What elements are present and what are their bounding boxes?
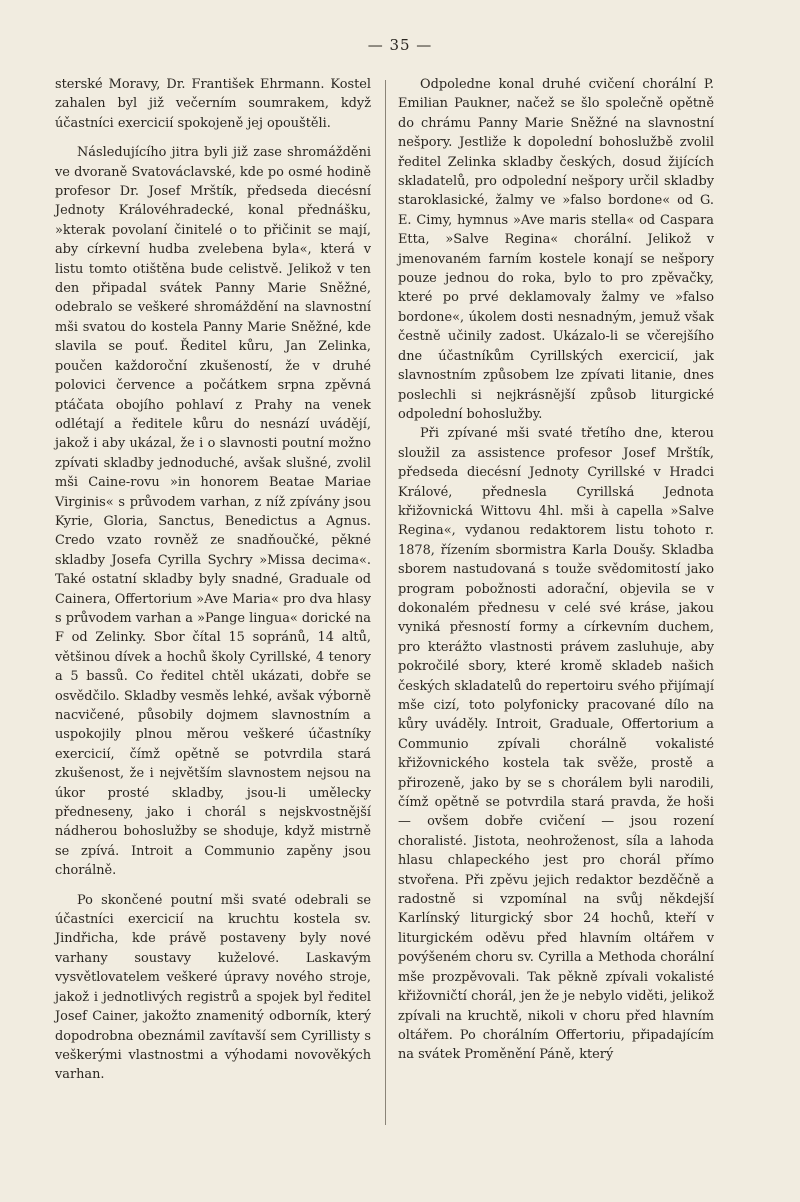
paragraph: Odpoledne konal druhé cvičení chorální P. Emilian Paukner, načež se šlo společně opětně do chrámu Panny Marie Sněžné na slavnostní nešpory. Jestliže k dopolední bohoslužbě zvolil ředitel Zelinka skladby českých, dosud žijících skladatelů, pro odpolední nešpory určil skladby staroklasické, žalmy ve »falso bordone« od G. E. Cimy, hymnus »Ave maris stella« od Caspara Etta, »Salve Regina« chorální. Jelikož v jmenovaném farním kostele konají se nešpory pouze jednou do roka, bylo to pro zpěvačky, které po prvé deklamovaly žalmy ve »falso bordone«, úkolem dosti nesnadným, jemuž však čestně učinily zadost. Ukázalo-li se včerejšího dne účastníkům Cyrillských exercicií, jak slavnostním způsobem lze zpívati litanie, dnes poslechli si nejkrásnější způsob liturgické odpolední bohoslužby. — [398, 77, 714, 422]
paragraph: Po skončené poutní mši svaté odebrali se účastníci exercicií na kruchtu kostela sv. Jindřicha, kde právě postaveny byly nové varhany soustavy kuželové. Laskavým vysvětlovatelem veškeré úpravy nového stroje, jakož i jednotlivých registrů a spojek byl ředitel Josef Cainer, jakožto znamenitý odborník, který dopodrobna obeznámil zavítavší sem Cyrillisty s veškerými vlastnostmi a výhodami novověkých varhan. — [55, 892, 371, 1083]
paragraph: Následujícího jitra byli již zase shromážděni ve dvoraně Svatováclavské, kde po osmé hodině profesor Dr. Josef Mrštík, předseda diecésní Jednoty Královéhradecké, konal přednášku, »kterak povolaní činitelé o to přičinit se mají, aby církevní hudba zvelebena byla«, která v listu tomto otištěna bude celistvě. Jelikož v ten den připadal svátek Panny Marie Sněžné, odebralo se veškeré shromáždění na slavnostní mši svatou do kostela Panny Marie Sněžné, kde slavila se pouť. Ředitel kůru, Jan Zelinka, poučen každoroční zkušeností, že v druhé polovici července a počátkem srpna zpěvná ptáčata obojího pohlaví z Prahy na venek odlétají a ředitele kůru do nesnází uvádějí, jakož i aby ukázal, že i o slavnosti poutní možno zpívati skladby jednoduché, avšak slušné, zvolil mši Caine-rovu »in honorem Beatae Mariae Virginis« s průvodem varhan, z níž zpívány jsou Kyrie, Gloria, Sanctus, Benedictus a Agnus. Credo vzato rovněž ze snadňoučké, pěkné skladby Josefa Cyrilla Sychry »Missa decima«. Také ostatní skladby byly snadné, Graduale od Cainera, Offertorium »Ave Maria« pro dva hlasy s průvodem varhan a »Pange lingua« dorické na F od Zelinky. Sbor čítal 15 sopránů, 14 altů, většinou dívek a hochů školy Cyrillské, 4 tenory a 5 bassů. Co ředitel chtěl ukázati, dobře se osvědčilo. Skladby vesměs lehké, avšak výborně nacvičené, působily dojmem slavnostním a uspokojily plnou měrou veškeré účastníky exercicií, čímž opětně se potvrdila stará zkušenost, že i největším slavnostem nejsou na úkor prosté skladby, jsou-li umělecky předneseny, jako i chorál s nejskvostnější nádherou bohoslužby se shoduje, když mistrně se zpívá. Introit a Communio zapěny jsou chorálně. — [55, 145, 371, 879]
page-number: — 35 — — [367, 36, 433, 54]
left-column — [55, 75, 371, 1085]
column-divider — [385, 80, 386, 1125]
paragraph: sterské Moravy, Dr. František Ehrmann. Kostel zahalen byl již večerním soumrakem, když účastníci exercicií spokojeně jej opouštěli. — [55, 77, 371, 131]
right-column — [398, 75, 714, 1065]
paragraph: Při zpívané mši svaté třetího dne, kterou sloužil za assistence profesor Josef Mrštík, předseda diecésní Jednoty Cyrillské v Hradci Králové, přednesla Cyrillská Jednota křižovnická Wittovu 4hl. mši à capella »Salve Regina«, vydanou redaktorem listu tohoto r. 1878, řízením sbormistra Karla Doušy. Skladba sborem nastudovaná s touže svědomitostí jako program pobožnosti adorační, objevila se v dokonalém přednesu v celé své kráse, jakou vyniká přesností formy a církevním duchem, pro kterážto vlastnosti právem zasluhuje, aby pokročilé sbory, které kromě skladeb našich českých skladatelů do repertoiru svého přijímají mše cizí, toto polyfonicky pracované dílo na kůry uváděly. Introit, Graduale, Offertorium a Communio zpívali chorálně vokalisté křižovnického kostela tak svěže, prostě a přirozeně, jako by se s chorálem byli narodili, čímž opětně se potvrdila stará pravda, že hoši — ovšem dobře cvičení — jsou rození choralisté. Jistota, neohroženost, síla a lahoda hlasu chlapeckého jest pro chorál přímo stvořena. Při zpěvu jejich redaktor bezděčně a radostně si vzpomínal na svůj někdejší Karlínský liturgický sbor 24 hochů, kteří v liturgickém oděvu před hlavním oltářem v povýšeném choru sv. Cyrilla a Methoda chorální mše prozpěvovali. Tak pěkně zpívali vokalisté křižovničtí chorál, jen že je nebylo viděti, jelikož zpívali na kruchtě, nikoli v choru před hlavním oltářem. Po chorálním Offertoriu, připadajícím na svátek Proměnění Páně, který — [398, 426, 714, 1063]
